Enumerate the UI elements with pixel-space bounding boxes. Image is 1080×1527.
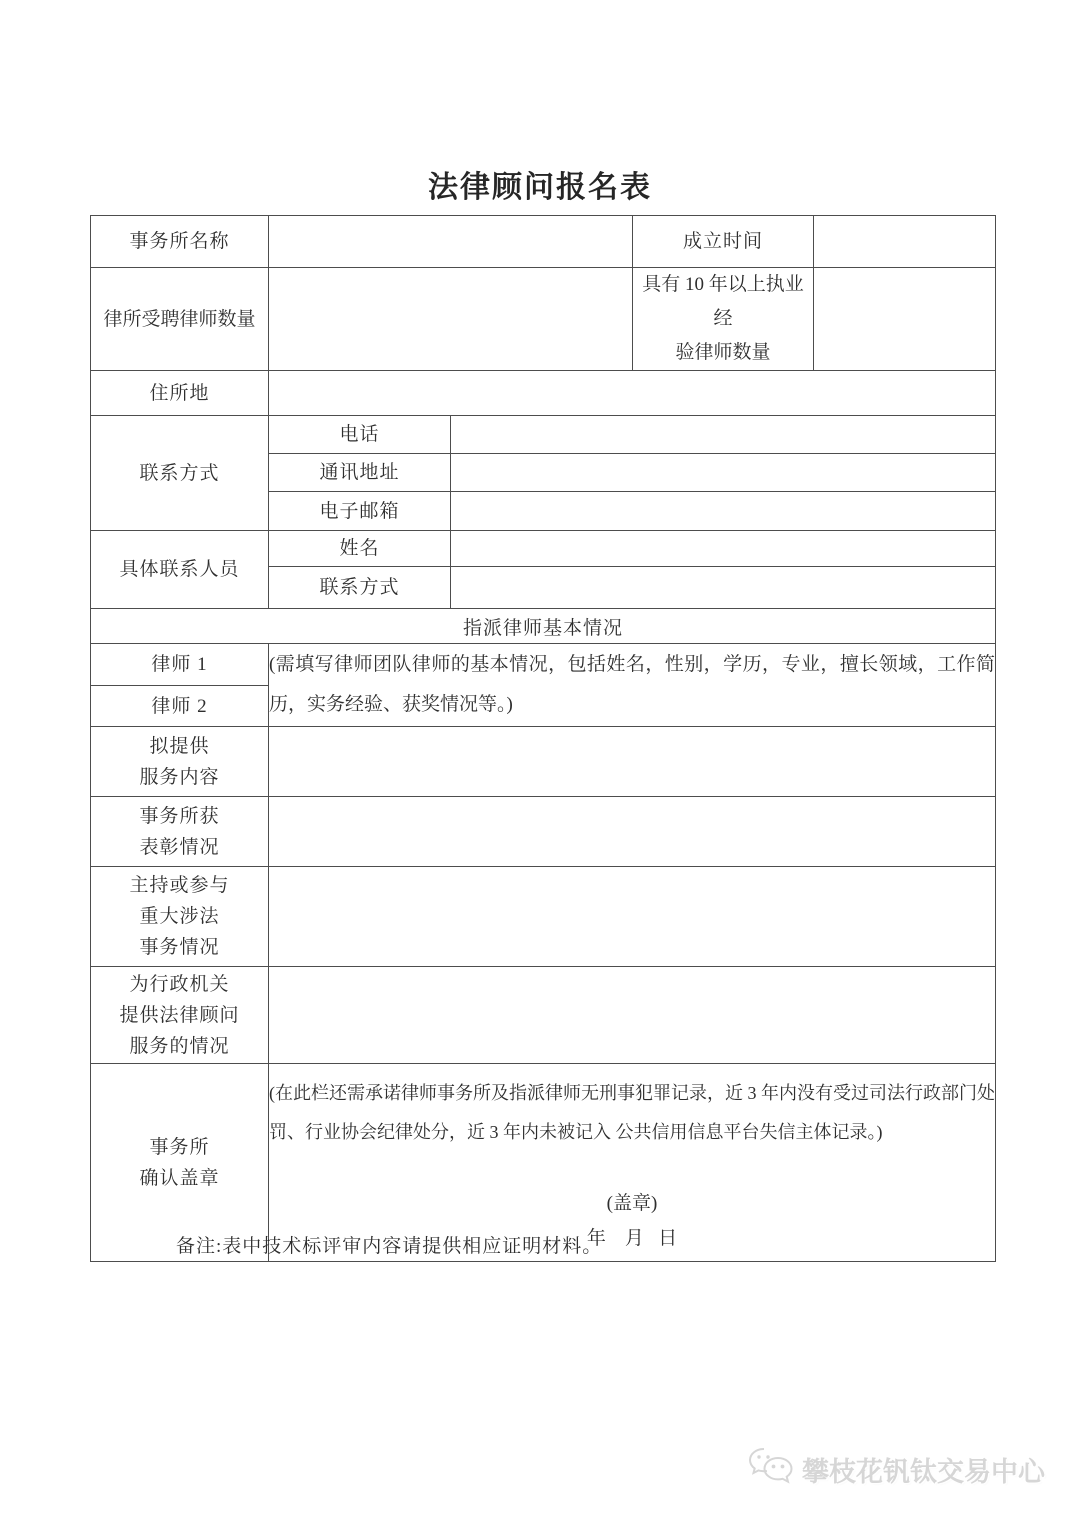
table-row: [91, 416, 996, 454]
registration-form-table: [90, 215, 996, 1262]
residence-value-cell: [269, 371, 996, 416]
firm-name-value-cell: [269, 216, 633, 268]
footnote: 备注:表中技术标评审内容请提供相应证明材料。: [176, 1236, 603, 1257]
table-row: [91, 644, 996, 686]
commendation-label: [91, 797, 269, 867]
gov-advisor-value-cell: [269, 967, 996, 1064]
email-label: 电子邮箱: [269, 492, 451, 531]
label-line: 重大涉法: [139, 906, 220, 927]
label-line: 服务的情况: [129, 1035, 230, 1057]
hired-lawyers-label: 律所受聘律师数量: [91, 268, 269, 371]
postal-address-label: 通讯地址: [269, 454, 451, 492]
label-line: 验律师数量: [675, 342, 771, 363]
table-row: [91, 609, 996, 644]
label-line: 事务情况: [139, 937, 220, 958]
hired-lawyers-value-cell: [269, 268, 633, 371]
table-row: [91, 371, 996, 416]
table-row: [91, 268, 996, 371]
gov-advisor-label: [91, 967, 269, 1064]
major-legal-affairs-label: [91, 867, 269, 967]
page-title: 法律顾问报名表: [428, 171, 652, 204]
commendation-value-cell: [269, 797, 996, 867]
table-row: [91, 531, 996, 567]
seal-date-line: 年 月 日: [586, 1227, 678, 1249]
firm-name-label: 事务所名称: [91, 216, 269, 268]
lawyer2-label: 律师 2: [91, 686, 269, 727]
label-line: 提供法律顾问: [119, 1004, 240, 1026]
services-value-cell: [269, 727, 996, 797]
label-line: 表彰情况: [139, 836, 220, 858]
major-legal-affairs-value-cell: [269, 867, 996, 967]
services-label: [91, 727, 269, 797]
label-line: 事务所: [149, 1136, 210, 1158]
lawyer1-label: 律师 1: [91, 644, 269, 686]
person-contact-label: 联系方式: [269, 567, 451, 609]
label-line: 主持或参与: [129, 875, 230, 896]
senior-lawyers-value-cell: [814, 268, 996, 371]
email-value-cell: [451, 492, 996, 531]
label-line: 具有 10 年以上执业经: [642, 274, 804, 329]
seal-declaration-note: (在此栏还需承诺律师事务所及指派律师无刑事犯罪记录，近 3 年内没有受过司法行政部门处罚、行业协会纪律处分，近 3 年内未被记入 公共信用信息平台失信主体记录。): [269, 1082, 995, 1142]
established-time-label: 成立时间: [633, 216, 814, 268]
wechat-chat-bubbles-icon: [748, 1446, 796, 1492]
table-row: [91, 727, 996, 797]
label-line: 服务内容: [139, 766, 220, 788]
postal-address-value-cell: [451, 454, 996, 492]
contact-person-group-label: 具体联系人员: [91, 531, 269, 609]
table-row: [91, 797, 996, 867]
seal-placeholder: (盖章): [606, 1192, 658, 1214]
established-time-value-cell: [814, 216, 996, 268]
label-line: 事务所获: [139, 805, 220, 827]
senior-lawyers-label: [633, 268, 814, 371]
phone-value-cell: [451, 416, 996, 454]
person-contact-value-cell: [451, 567, 996, 609]
label-line: 为行政机关: [129, 973, 230, 995]
person-name-value-cell: [451, 531, 996, 567]
lawyers-note-cell: (需填写律师团队律师的基本情况，包括姓名，性别，学历，专业，擅长领域，工作简历，实务经验、获奖情况等。): [269, 644, 996, 727]
phone-label: 电话: [269, 416, 451, 454]
label-line: 拟提供: [149, 735, 210, 757]
residence-label: 住所地: [91, 371, 269, 416]
assigned-lawyers-section-header: 指派律师基本情况: [91, 609, 996, 644]
contact-group-label: 联系方式: [91, 416, 269, 531]
label-line: 确认盖章: [139, 1167, 220, 1189]
table-row: [91, 967, 996, 1064]
watermark: [748, 1446, 1045, 1492]
watermark-text: 攀枝花钒钛交易中心: [802, 1456, 1045, 1487]
table-row: [91, 867, 996, 967]
person-name-label: 姓名: [269, 531, 451, 567]
table-row: [91, 216, 996, 268]
